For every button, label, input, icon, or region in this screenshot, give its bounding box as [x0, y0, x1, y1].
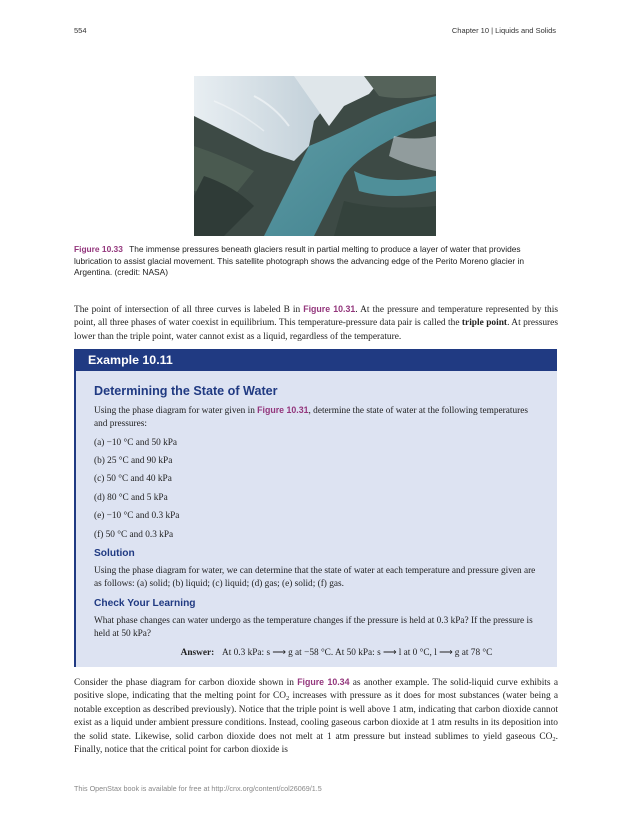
- figure-link[interactable]: Figure 10.31: [257, 405, 309, 416]
- text-run: at 78 °C: [461, 648, 493, 659]
- text-run: . At pressures lower than the triple point, water cannot exist as a liquid, regardless of the temperature.: [74, 318, 558, 342]
- figure-link[interactable]: Figure 10.34: [297, 677, 350, 687]
- example-title: Example 10.11: [76, 349, 557, 371]
- figure-label: Figure 10.33: [74, 244, 123, 254]
- text-run: Consider the phase diagram for carbon dioxide shown in: [74, 678, 298, 688]
- subscript: 2: [286, 695, 290, 703]
- page-footer: This OpenStax book is available for free at http://cnx.org/content/col26069/1.5: [74, 784, 322, 793]
- page-number: 554: [74, 26, 87, 35]
- chapter-title: Chapter 10 | Liquids and Solids: [451, 26, 556, 35]
- subscript: 2: [552, 735, 556, 743]
- state-symbol: g: [288, 648, 293, 659]
- check-learning-heading: Check Your Learning: [94, 597, 196, 609]
- arrow-icon: ⟶: [439, 648, 453, 659]
- answer-label: Answer:: [180, 648, 215, 659]
- term-triple-point: triple point: [461, 318, 508, 329]
- state-symbol: s: [266, 648, 271, 659]
- solution-text: Using the phase diagram for water, we can determine that the state of water at each temperature and pressure given are as follows: (a) solid; (b) liquid; (c) liquid; (d) gas; (e) solid; (f) gas.: [94, 566, 536, 590]
- figure-link[interactable]: Figure 10.31: [303, 304, 356, 314]
- check-learning-text: What phase changes can water undergo as the temperature changes if the pressure is held at 0.3 kPa? If the pressure is held at 50 kPa?: [94, 615, 533, 639]
- list-item: (d) 80 °C and 5 kPa: [94, 492, 168, 503]
- text-run: Using the phase diagram for water given in: [94, 406, 258, 417]
- state-symbol: s: [377, 648, 381, 659]
- text-run: . Finally, notice that the critical point for carbon dioxide is: [74, 731, 558, 756]
- text-run: at 0 °C,: [403, 648, 435, 659]
- figure-caption: [74, 244, 558, 279]
- example-intro: [94, 404, 539, 431]
- list-item: (c) 50 °C and 40 kPa: [94, 474, 172, 485]
- page-header: [74, 26, 556, 38]
- text-run: At 0.3 kPa:: [222, 648, 267, 659]
- glacier-satellite-photo: [194, 76, 436, 236]
- arrow-icon: ⟶: [383, 648, 397, 659]
- text-run: as another example. The solid-liquid curve exhibits a positive slope, indicating that the melting point for CO: [74, 678, 558, 702]
- list-item: (b) 25 °C and 90 kPa: [94, 456, 173, 466]
- figure-caption-text: The immense pressures beneath glaciers result in partial melting to produce a layer of water that provides lubrication to assist glacial movement. This satellite photograph shows the advancing edge of the Perito Moreno glacier in Argentina. (credit: NASA): [74, 244, 525, 278]
- list-item: (e) −10 °C and 0.3 kPa: [94, 511, 180, 522]
- arrow-icon: ⟶: [272, 648, 286, 659]
- text-run: at −58 °C. At 50 kPa:: [295, 648, 378, 659]
- list-item: (f) 50 °C and 0.3 kPa: [94, 529, 174, 540]
- text-run: , determine the state of water at the following temperatures and pressures:: [94, 406, 528, 430]
- answer-line: [94, 647, 539, 660]
- example-heading: Determining the State of Water: [94, 384, 278, 398]
- text-run: increases with pressure as it does for most substances (water being a notable exception as described previously). Notice that the triple point is well above 1 atm, indicating that carbon dioxide cannot exist as a liquid under ambient pressure conditions. Instead, cooling gaseous carbon dioxide at 1 atm results in its deposition into the solid state. Likewise, solid carbon dioxide does not melt at 1 atm pressure but instead sublimes to yield gaseous CO: [74, 691, 558, 742]
- solution-heading: Solution: [94, 547, 135, 559]
- paragraph-co2-phase-diagram: [74, 676, 558, 757]
- example-box: [74, 349, 557, 667]
- state-symbol: l: [434, 648, 437, 659]
- state-symbol: l: [398, 648, 402, 659]
- paragraph-triple-point: [74, 303, 558, 344]
- text-run: . At the pressure and temperature represented by this point, all three phases of water coexist in equilibrium. This temperature-pressure data pair is called the: [74, 305, 558, 329]
- state-symbol: g: [454, 648, 460, 659]
- list-item: (a) −10 °C and 50 kPa: [94, 437, 178, 448]
- text-run: The point of intersection of all three curves is labeled B in: [74, 305, 304, 315]
